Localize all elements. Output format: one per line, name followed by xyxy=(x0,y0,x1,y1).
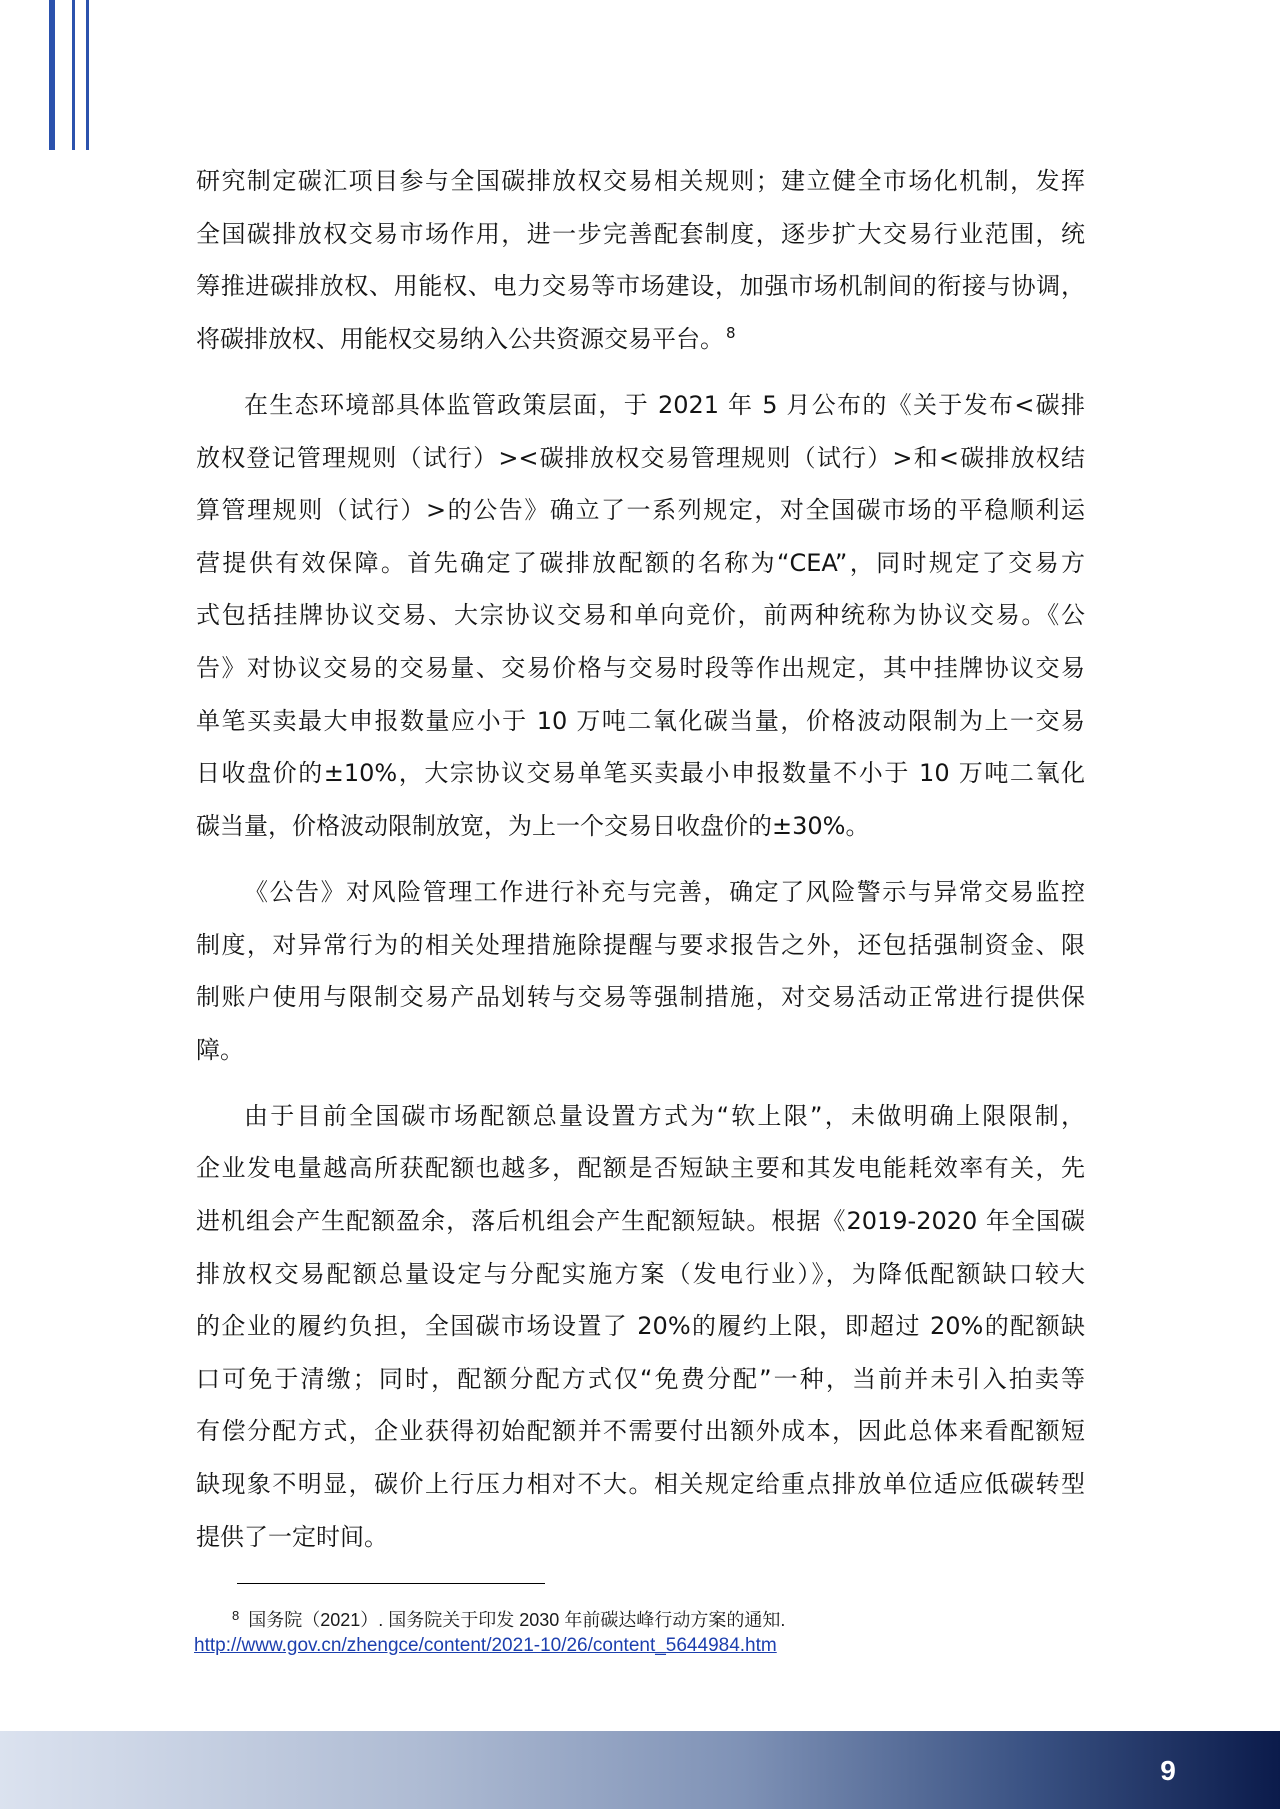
text-line: 告》对协议交易的交易量、交易价格与交易时段等作出规定，其中挂牌协议交易 xyxy=(196,653,1085,682)
footnote-link[interactable]: http://www.gov.cn/zhengce/content/2021-10/26/content_5644984.htm xyxy=(194,1635,777,1656)
text-line: 全国碳排放权交易市场作用，进一步完善配套制度，逐步扩大交易行业范围，统 xyxy=(196,219,1085,248)
body-paragraph xyxy=(196,1090,1085,1563)
text-line: 口可免于清缴；同时，配额分配方式仅“免费分配”一种，当前并未引入拍卖等 xyxy=(196,1364,1085,1393)
text-line: 碳当量，价格波动限制放宽，为上一个交易日收盘价的±30%。 xyxy=(196,811,870,840)
footnote-marker: 8 xyxy=(232,1608,240,1623)
decorative-vertical-line xyxy=(72,0,75,150)
text-line: 算管理规则（试行）>的公告》确立了一系列规定，对全国碳市场的平稳顺利运 xyxy=(196,496,1085,525)
body-paragraph xyxy=(196,155,1085,365)
footer-band xyxy=(0,1731,1280,1809)
text-line-content: 将碳排放权、用能权交易纳入公共资源交易平台。 xyxy=(196,324,724,353)
text-line: 《公告》对风险管理工作进行补充与完善，确定了风险警示与异常交易监控 xyxy=(244,877,1085,906)
text-line xyxy=(196,313,1085,366)
footnote-separator xyxy=(237,1583,545,1584)
decorative-vertical-line xyxy=(49,0,55,150)
text-line: 式包括挂牌协议交易、大宗协议交易和单向竞价，前两种统称为协议交易。《公 xyxy=(196,601,1085,630)
footnote xyxy=(232,1608,785,1633)
text-line: 提供了一定时间。 xyxy=(196,1522,388,1551)
body-paragraph xyxy=(196,866,1085,1076)
text-line: 排放权交易配额总量设定与分配实施方案（发电行业）》，为降低配额缺口较大 xyxy=(196,1259,1085,1288)
text-line: 放权登记管理规则（试行）><碳排放权交易管理规则（试行）>和<碳排放权结 xyxy=(196,443,1085,472)
text-line: 企业发电量越高所获配额也越多，配额是否短缺主要和其发电能耗效率有关，先 xyxy=(196,1154,1085,1183)
text-line: 的企业的履约负担，全国碳市场设置了 20%的履约上限，即超过 20%的配额缺 xyxy=(196,1312,1085,1341)
body-paragraph xyxy=(196,379,1085,852)
text-line: 缺现象不明显，碳价上行压力相对不大。相关规定给重点排放单位适应低碳转型 xyxy=(196,1470,1085,1499)
text-line: 单笔买卖最大申报数量应小于 10 万吨二氧化碳当量，价格波动限制为上一交易 xyxy=(196,706,1085,735)
text-line: 障。 xyxy=(196,1035,244,1064)
decorative-vertical-line xyxy=(86,0,89,150)
page-number: 9 xyxy=(1160,1755,1176,1786)
text-line: 有偿分配方式，企业获得初始配额并不需要付出额外成本，因此总体来看配额短 xyxy=(196,1417,1085,1446)
text-line: 进机组会产生配额盈余，落后机组会产生配额短缺。根据《2019-2020 年全国碳 xyxy=(196,1207,1085,1236)
text-line: 在生态环境部具体监管政策层面，于 2021 年 5 月公布的《关于发布<碳排 xyxy=(244,390,1085,419)
text-line: 制度，对异常行为的相关处理措施除提醒与要求报告之外，还包括强制资金、限 xyxy=(196,930,1085,959)
footnote-text: 国务院（2021）. 国务院关于印发 2030 年前碳达峰行动方案的通知. xyxy=(248,1610,786,1630)
text-line: 研究制定碳汇项目参与全国碳排放权交易相关规则；建立健全市场化机制，发挥 xyxy=(196,167,1085,195)
text-line: 由于目前全国碳市场配额总量设置方式为“软上限”，未做明确上限限制， xyxy=(244,1101,1085,1130)
text-line: 筹推进碳排放权、用能权、电力交易等市场建设，加强市场机制间的衔接与协调， xyxy=(196,272,1085,301)
text-line: 制账户使用与限制交易产品划转与交易等强制措施，对交易活动正常进行提供保 xyxy=(196,983,1085,1012)
footnote-reference: 8 xyxy=(726,323,736,342)
text-line: 日收盘价的±10%，大宗协议交易单笔买卖最小申报数量不小于 10 万吨二氧化 xyxy=(196,759,1085,788)
text-line: 营提供有效保障。首先确定了碳排放配额的名称为“CEA”，同时规定了交易方 xyxy=(196,548,1085,577)
body-text xyxy=(196,155,1085,1563)
